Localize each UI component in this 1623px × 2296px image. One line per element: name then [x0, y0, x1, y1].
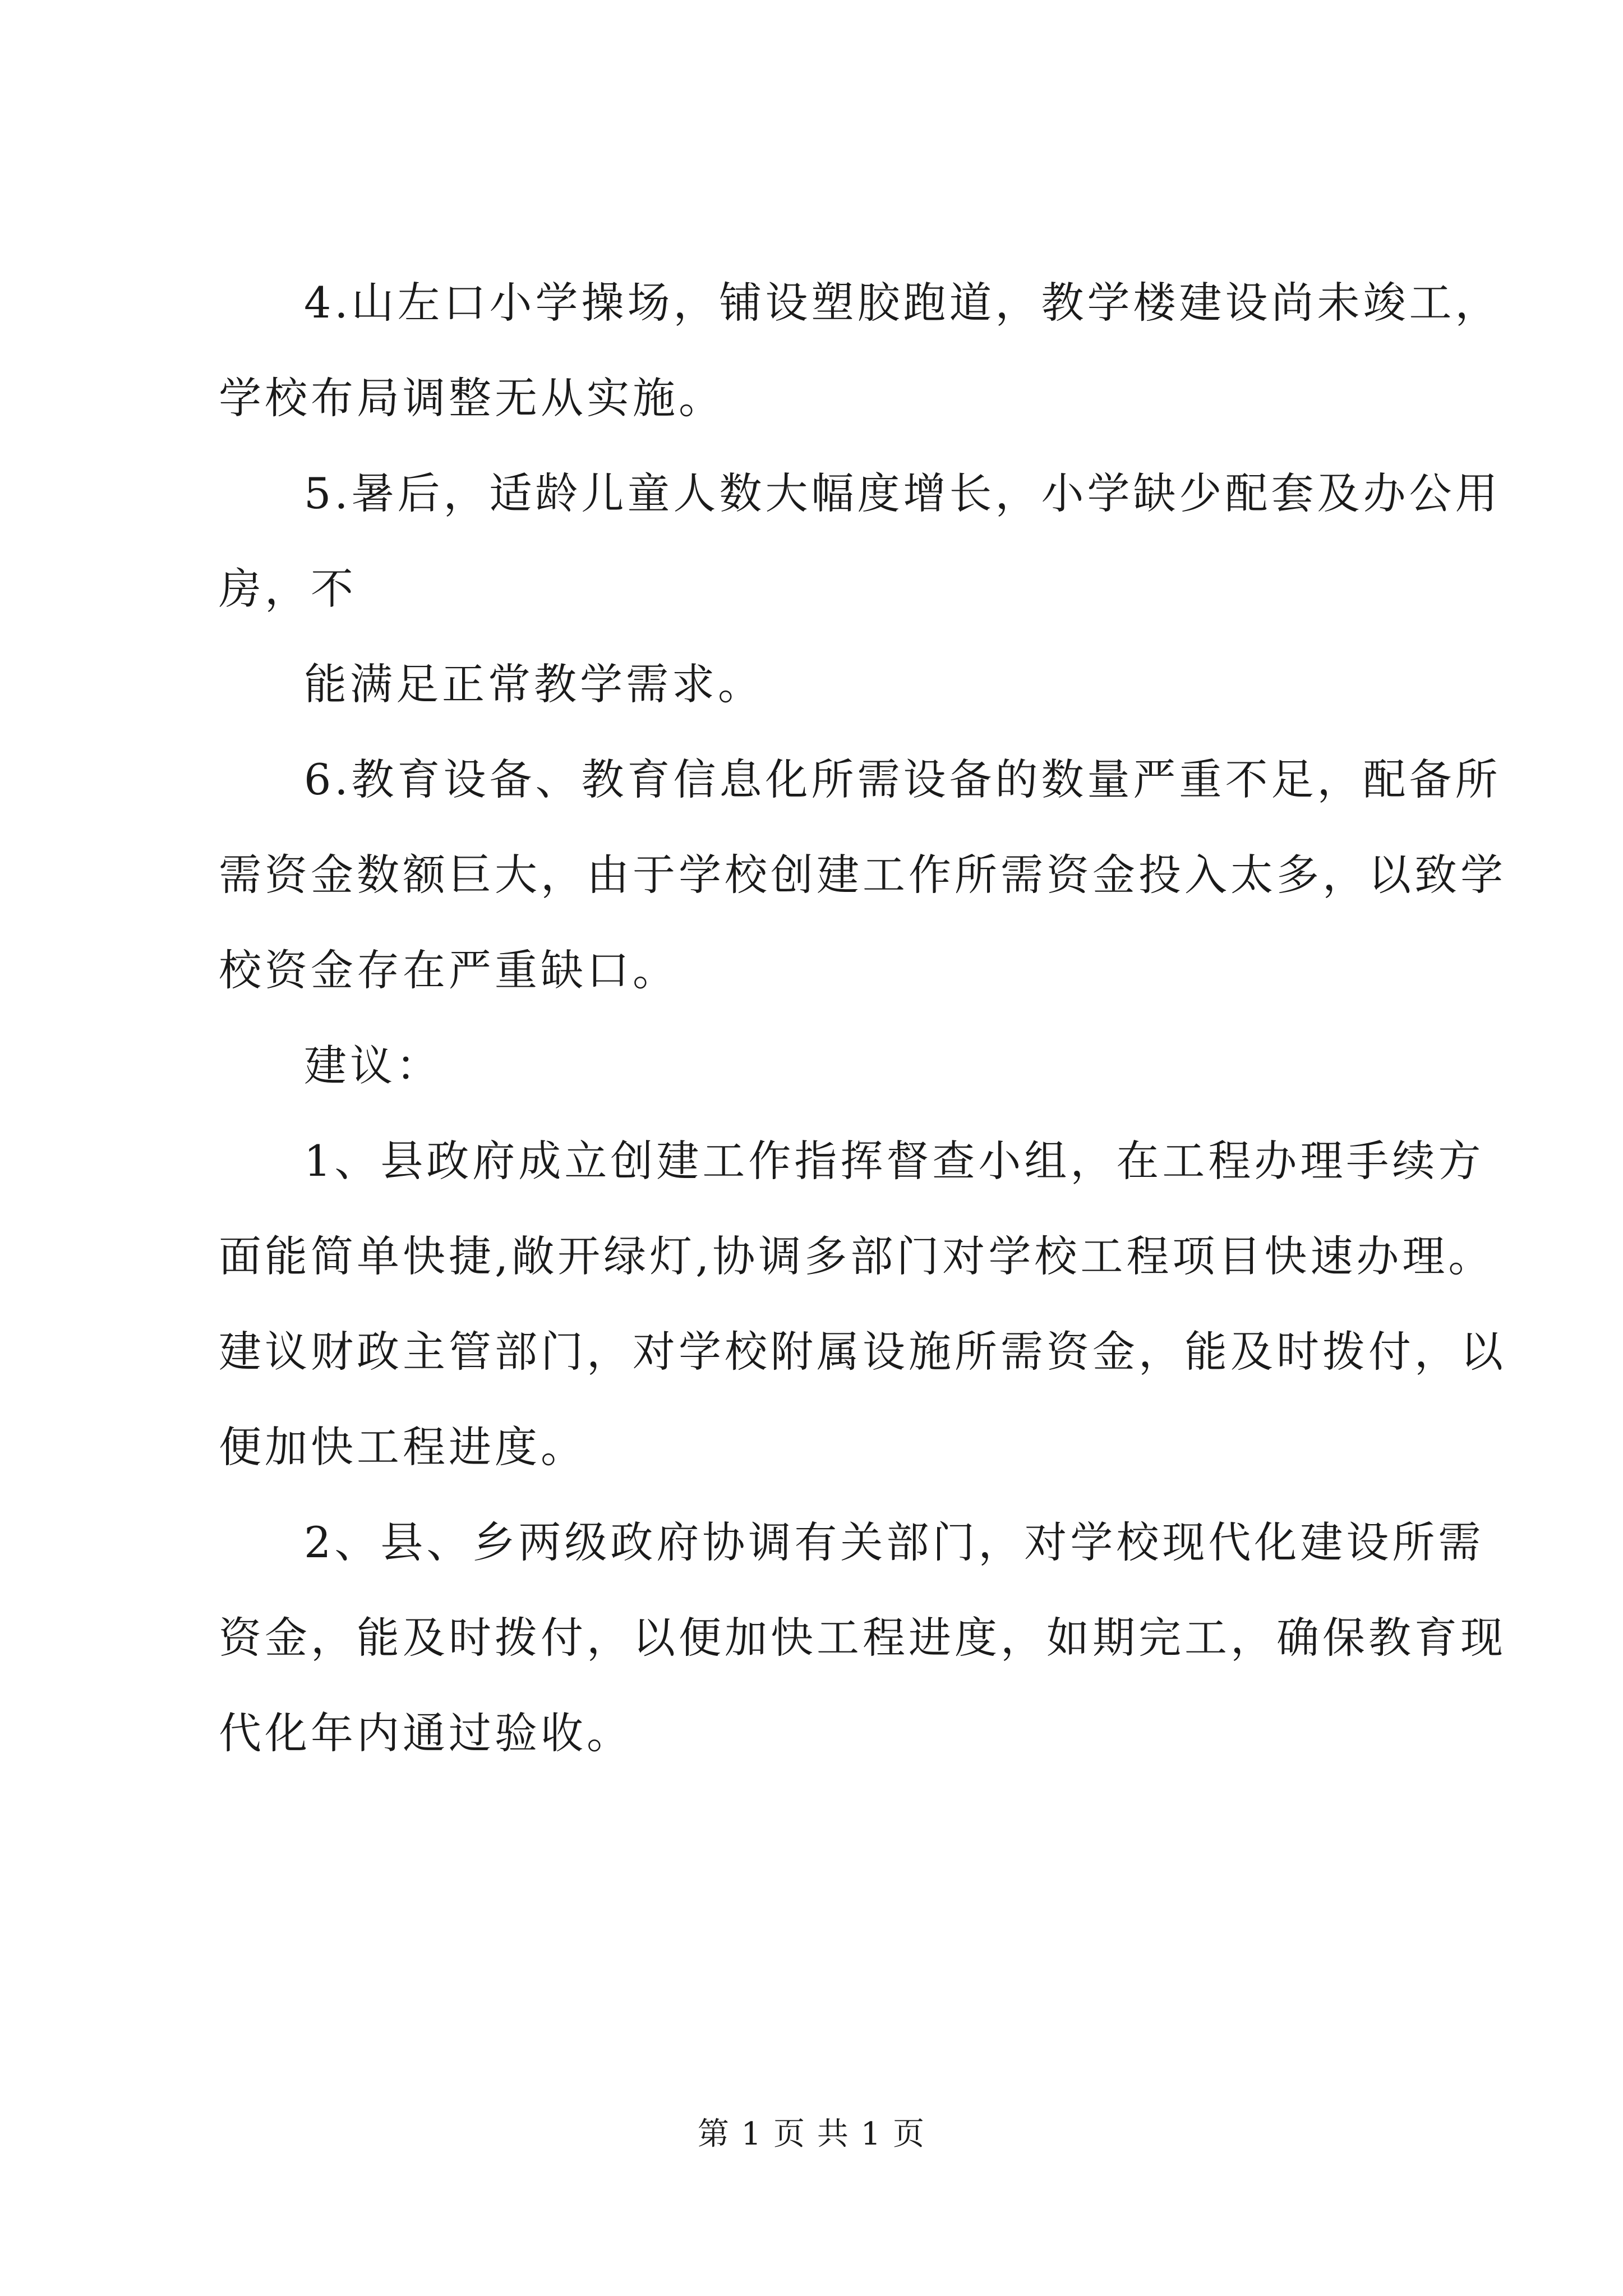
suggestion-2-line-2: 资金，能及时拨付，以便加快工程进度，如期完工，确保教育现 [219, 1613, 1506, 1663]
paragraph-6-line-3: 校资金存在严重缺口。 [219, 945, 679, 995]
suggestion-1-line-3: 建议财政主管部门，对学校附属设施所需资金，能及时拨付，以 [219, 1327, 1506, 1377]
paragraph-5-line-1: 5.暑后，适龄儿童人数大幅度增长，小学缺少配套及办公用 [304, 468, 1501, 518]
page-footer: 第 1 页 共 1 页 [697, 2116, 926, 2152]
suggestion-1-line-1: 1、县政府成立创建工作指挥督查小组，在工程办理手续方 [304, 1136, 1484, 1186]
paragraph-4-line-1: 4.山左口小学操场，铺设塑胶跑道，教学楼建设尚未竣工， [304, 278, 1501, 328]
suggestion-1-line-2: 面能简单快捷,敞开绿灯,协调多部门对学校工程项目快速办理。 [219, 1231, 1495, 1281]
suggestion-2-line-3: 代化年内通过验收。 [219, 1708, 633, 1758]
document-body [219, 255, 1506, 1781]
suggestion-2-line-1: 2、县、乡两级政府协调有关部门，对学校现代化建设所需 [304, 1517, 1484, 1567]
paragraph-6-line-1: 6.教育设备、教育信息化所需设备的数量严重不足，配备所 [304, 754, 1501, 804]
paragraph-5-line-2: 房，不 [219, 564, 357, 614]
suggestions-heading: 建议： [304, 1041, 442, 1091]
suggestion-1-line-4: 便加快工程进度。 [219, 1422, 587, 1472]
paragraph-4-line-2: 学校布局调整无从实施。 [219, 373, 725, 423]
paragraph-6-line-2: 需资金数额巨大，由于学校创建工作所需资金投入太多，以致学 [219, 850, 1506, 900]
paragraph-5-line-3: 能满足正常教学需求。 [304, 659, 764, 709]
